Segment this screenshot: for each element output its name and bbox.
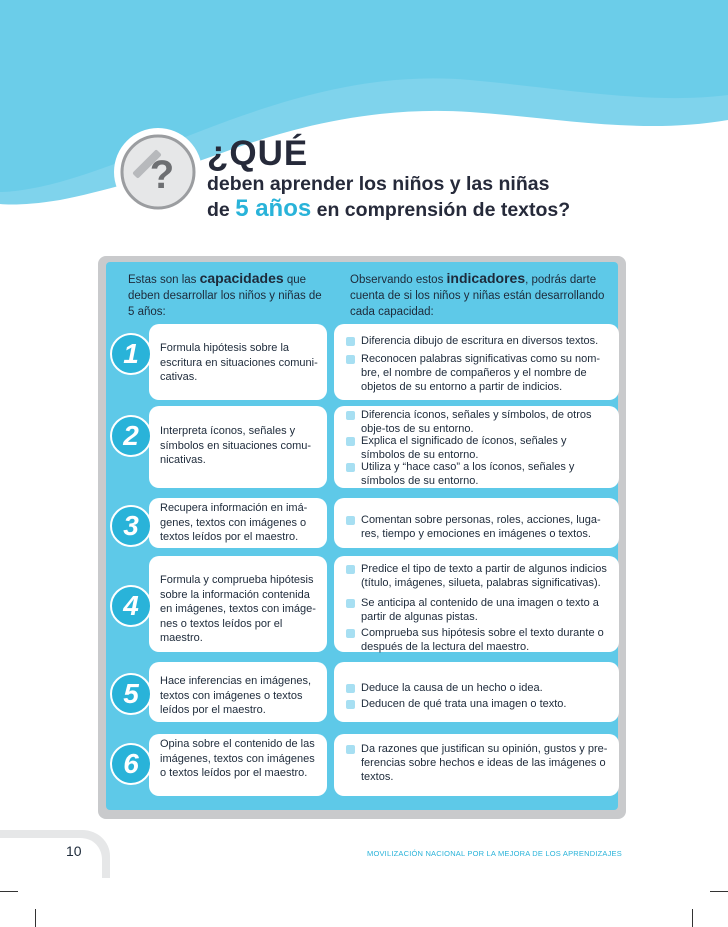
row-number: 6 — [110, 743, 152, 785]
indicator-text: Predice el tipo de texto a partir de algunos indicios (título, imágenes, silueta, palabras significativas). — [361, 563, 607, 589]
bullet-icon — [346, 337, 355, 346]
intro-text: , podrás darte cuenta de si los niños y niñas están desarrollando cada capacidad: — [350, 274, 605, 318]
capacity-text: Hace inferencias en imágenes, textos con imágenes o textos leídos por el maestro. — [160, 675, 312, 716]
intro-text: Estas son las — [128, 274, 200, 286]
bullet-icon — [346, 411, 355, 420]
capacity-text: Formula y comprueba hipótesis sobre la información contenida en imágenes, textos con imáge-nes o textos leídos por el maestro. — [160, 574, 316, 644]
indicator-text: Da razones que justifican su opinión, gustos y pre-ferencias sobre hechos e ideas de las imágenes o textos. — [361, 743, 608, 783]
bullet-icon — [346, 355, 355, 364]
intro-capacities — [128, 270, 324, 320]
intro-text: que deben desarrollar los niños y niñas de 5 años: — [128, 274, 322, 318]
capacity-text: Interpreta íconos, señales y símbolos en situaciones comu-nicativas. — [160, 425, 312, 466]
svg-text:?: ? — [149, 153, 175, 197]
capacity-text: Opina sobre el contenido de las imágenes, textos con imágenes o textos leídos por el maestro. — [160, 738, 315, 779]
title-line1: deben aprender los niños y las niñas — [207, 173, 550, 195]
bullet-icon — [346, 599, 355, 608]
capacity-text: Formula hipótesis sobre la escritura en situaciones comuni-cativas. — [160, 342, 318, 383]
bullet-icon — [346, 463, 355, 472]
page-number: 10 — [66, 843, 82, 859]
indicator-text: Diferencia íconos, señales y símbolos, de otros obje-tos de su entorno. — [361, 409, 592, 435]
indicator-text: Comentan sobre personas, roles, acciones, luga-res, tiempo y emociones en imágenes o textos. — [361, 514, 601, 540]
crop-mark — [710, 891, 728, 892]
page-number-tab — [0, 822, 112, 878]
intro-keyword: indicadores — [446, 270, 526, 286]
indicator-text: Reconocen palabras significativas como su nom-bre, el nombre de compañeros y el nombre de objetos de su entorno a partir de indicios. — [361, 353, 601, 393]
row-number: 5 — [110, 673, 152, 715]
row-number: 3 — [110, 505, 152, 547]
indicator-text: Deduce la causa de un hecho o idea. — [361, 682, 543, 694]
intro-text: Observando estos — [350, 274, 447, 286]
row-number: 2 — [110, 415, 152, 457]
intro-keyword: capacidades — [199, 270, 284, 286]
bullet-icon — [346, 437, 355, 446]
bullet-icon — [346, 684, 355, 693]
indicator-text: Explica el significado de íconos, señales y símbolos de su entorno. — [361, 435, 567, 461]
question-mark-pencil-icon — [112, 126, 204, 218]
indicator-text: Diferencia dibujo de escritura en diversos textos. — [361, 335, 599, 347]
row-number: 1 — [110, 333, 152, 375]
bullet-icon — [346, 516, 355, 525]
indicator-text: Comprueba sus hipótesis sobre el texto durante o después de la lectura del maestro. — [361, 627, 604, 653]
title-line2-suffix: en comprensión de textos? — [311, 199, 571, 221]
bullet-icon — [346, 745, 355, 754]
title-line2-prefix: de — [207, 199, 236, 221]
bullet-icon — [346, 629, 355, 638]
indicator-text: Utiliza y “hace caso” a los íconos, señales y símbolos de su entorno. — [361, 461, 575, 487]
capacity-text: Recupera información en imá-genes, textos con imágenes o textos leídos por el maestro. — [160, 502, 308, 543]
title-line2 — [207, 195, 570, 223]
crop-mark — [692, 909, 693, 927]
crop-mark — [0, 891, 18, 892]
bullet-icon — [346, 700, 355, 709]
title-age: 5 años — [235, 195, 312, 222]
intro-indicators — [350, 270, 612, 320]
crop-mark — [35, 909, 36, 927]
bullet-icon — [346, 565, 355, 574]
title-question: ¿QUÉ — [207, 134, 309, 173]
row-number: 4 — [110, 585, 152, 627]
footer-caption: MOVILIZACIÓN NACIONAL POR LA MEJORA DE LOS APRENDIZAJES — [367, 849, 622, 858]
indicator-text: Deducen de qué trata una imagen o texto. — [361, 698, 567, 710]
indicator-text: Se anticipa al contenido de una imagen o texto a partir de algunas pistas. — [361, 597, 599, 623]
